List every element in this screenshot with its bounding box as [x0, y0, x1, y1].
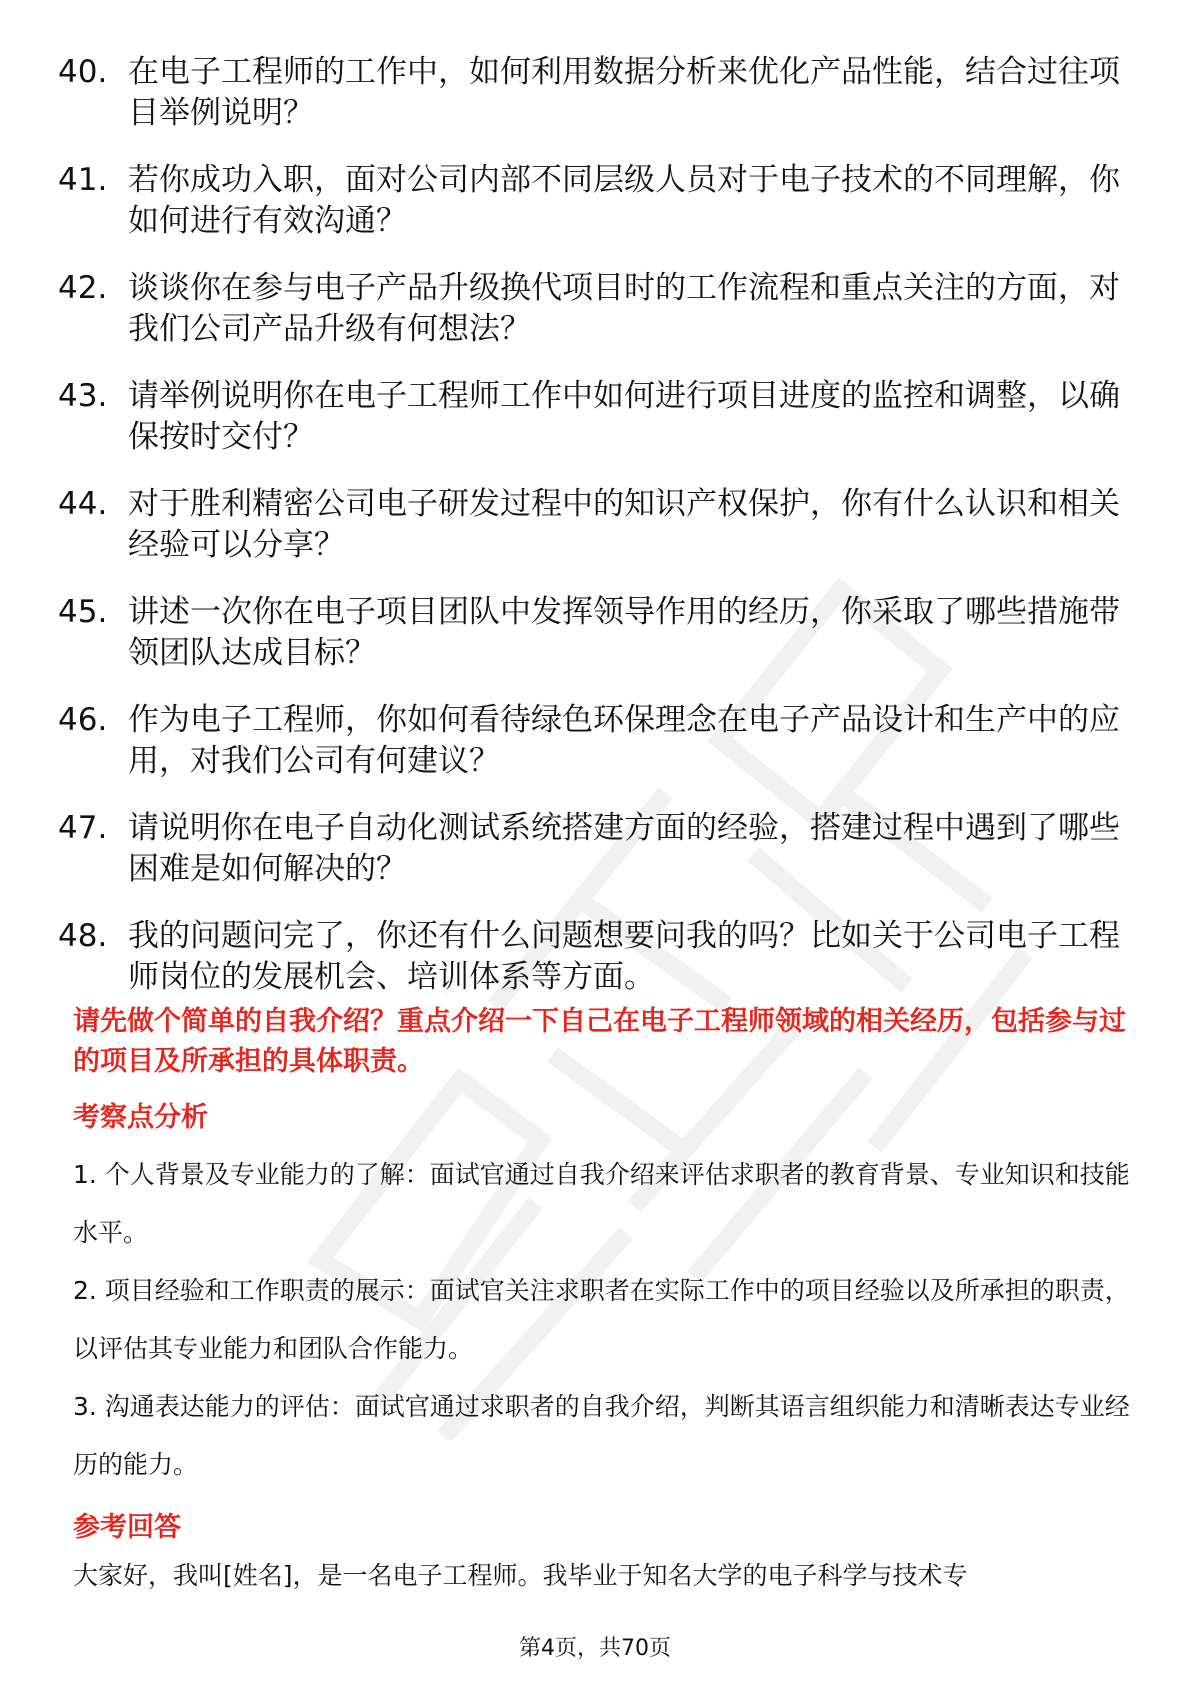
question-text: 谈谈你在参与电子产品升级换代项目时的工作流程和重点关注的方面，对我们公司产品升级有何想法？: [128, 270, 1120, 347]
question-text: 请举例说明你在电子工程师工作中如何进行项目进度的监控和调整，以确保按时交付？: [128, 378, 1120, 455]
question-text: 对于胜利精密公司电子研发过程中的知识产权保护，你有什么认识和相关经验可以分享？: [128, 486, 1120, 563]
question-item: [58, 376, 1138, 458]
question-item: [58, 160, 1138, 242]
question-text: 作为电子工程师，你如何看待绿色环保理念在电子产品设计和生产中的应用，对我们公司有何建议？: [128, 702, 1120, 779]
question-number: 42.: [58, 270, 108, 306]
question-text: 若你成功入职，面对公司内部不同层级人员对于电子技术的不同理解，你如何进行有效沟通？: [128, 162, 1120, 239]
question-number: 41.: [58, 162, 108, 198]
answer-text: 大家好，我叫[姓名]，是一名电子工程师。我毕业于知名大学的电子科学与技术专: [73, 1561, 968, 1590]
question-number: 43.: [58, 378, 108, 414]
answer-heading: 参考回答: [73, 1512, 181, 1543]
question-item: [58, 484, 1138, 566]
question-text: 请说明你在电子自动化测试系统搭建方面的经验，搭建过程中遇到了哪些困难是如何解决的？: [128, 810, 1120, 887]
question-number: 46.: [58, 702, 108, 738]
question-item: [58, 592, 1138, 674]
question-number: 47.: [58, 810, 108, 846]
analysis-item: 1. 个人背景及专业能力的了解：面试官通过自我介绍来评估求职者的教育背景、专业知识和技能水平。: [73, 1160, 1130, 1247]
question-item: [58, 808, 1138, 890]
analysis-heading: 考察点分析: [73, 1102, 208, 1133]
question-number: 48.: [58, 918, 108, 954]
question-number: 40.: [58, 54, 108, 90]
question-item: [58, 916, 1138, 998]
analysis-item: 3. 沟通表达能力的评估：面试官通过求职者的自我介绍，判断其语言组织能力和清晰表达专业经历的能力。: [73, 1392, 1130, 1479]
question-item: [58, 268, 1138, 350]
question-list: [58, 52, 1138, 1024]
analysis-item: 2. 项目经验和工作职责的展示：面试官关注求职者在实际工作中的项目经验以及所承担的职责，以评估其专业能力和团队合作能力。: [73, 1276, 1130, 1363]
question-item: [58, 52, 1138, 134]
question-text: 讲述一次你在电子项目团队中发挥领导作用的经历，你采取了哪些措施带领团队达成目标？: [128, 594, 1120, 671]
analysis-list: [73, 1146, 1135, 1494]
page-number: 第4页，共70页: [519, 1636, 671, 1661]
question-item: [58, 700, 1138, 782]
highlighted-question: 请先做个简单的自我介绍？重点介绍一下自己在电子工程师领域的相关经历，包括参与过的项目及所承担的具体职责。: [73, 1006, 1126, 1077]
question-number: 44.: [58, 486, 108, 522]
question-number: 45.: [58, 594, 108, 630]
question-text: 在电子工程师的工作中，如何利用数据分析来优化产品性能，结合过往项目举例说明？: [128, 54, 1120, 131]
question-text: 我的问题问完了，你还有什么问题想要问我的吗？比如关于公司电子工程师岗位的发展机会、培训体系等方面。: [128, 918, 1120, 995]
